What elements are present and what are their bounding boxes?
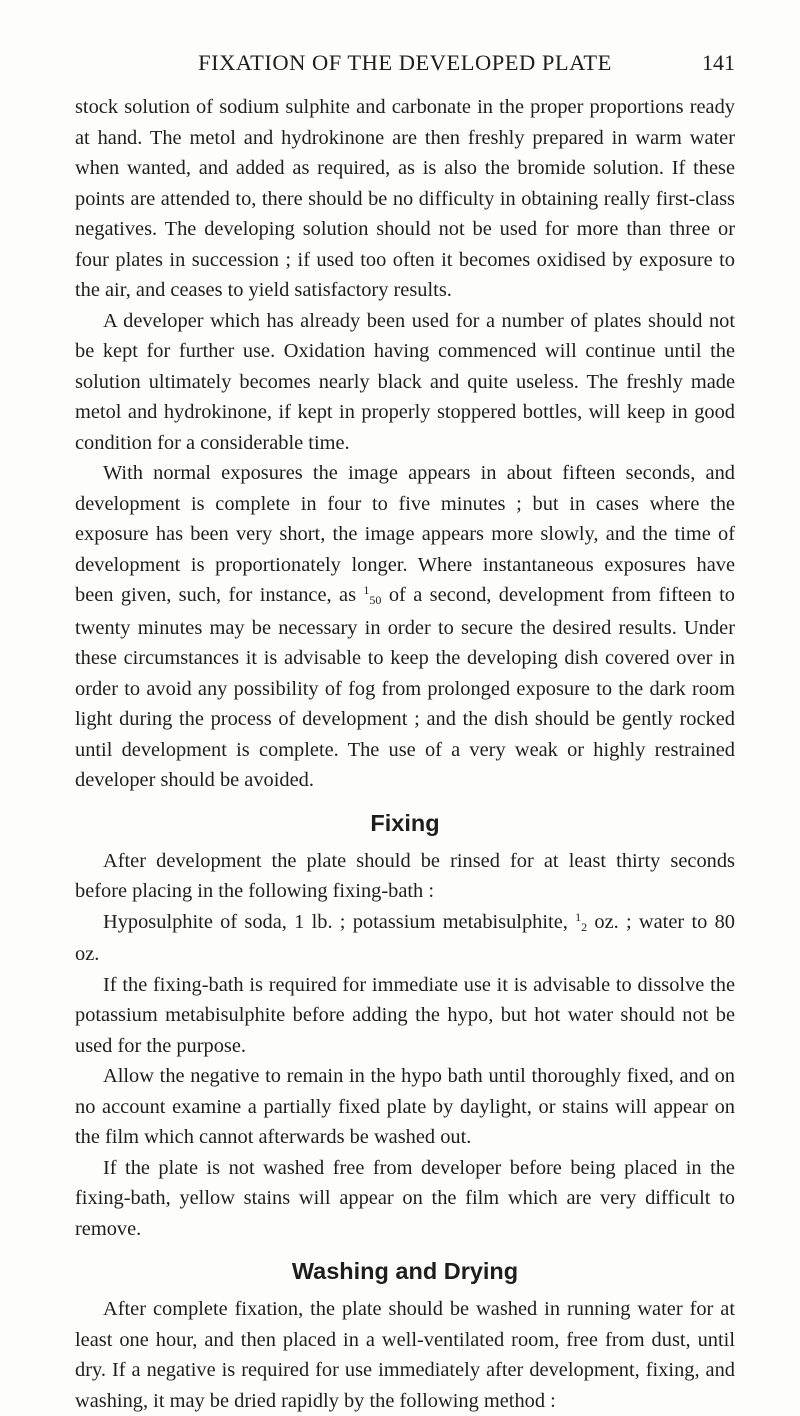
paragraph-dissolve: If the fixing-bath is required for immediate use it is advisable to dissolve the potassium metabisulphite before adding the hypo, but hot water should not be used for the purpose. xyxy=(75,973,735,1057)
running-title: FIXATION OF THE DEVELOPED PLATE xyxy=(198,50,612,75)
paragraph-hypo-bath: Allow the negative to remain in the hypo bath until thoroughly fixed, and on no account examine a partially fixed plate by daylight, or stains will appear on the film which cannot afterwards be washed out. xyxy=(75,1065,735,1148)
page-number: 141 xyxy=(702,50,735,75)
page-body xyxy=(75,92,735,1416)
fraction-denominator: 2 xyxy=(581,919,588,934)
fraction-one-half xyxy=(575,909,588,934)
paragraph-developer-reuse: A developer which has already been used for a number of plates should not be kept for further use. Oxidation having commenced will continue until the solution ultimately becomes nearly black and quite useless. The freshly made metol and hydrokinone, if kept in properly stoppered bottles, will keep in good condition for a considerable time. xyxy=(75,309,735,454)
paragraph-washing: After complete fixation, the plate should be washed in running water for at least one hour, and then placed in a well-ventilated room, free from dust, until dry. If a negative is required for use immediately after development, fixing, and washing, it may be dried rapidly by the following method : xyxy=(75,1298,735,1412)
text-segment: With normal exposures the image appears in about fifteen seconds, and development is complete in four to five minutes ; but in cases where the exposure has been very short, the image appears more slowly, and the time of development is proportionately longer. Where instantaneous exposures have been given, such, for instance, as xyxy=(75,462,735,606)
paragraph-rinse: After development the plate should be rinsed for at least thirty seconds before placing in the following fixing-bath : xyxy=(75,849,735,902)
fraction-one-fiftieth xyxy=(363,583,382,607)
section-heading-washing: Washing and Drying xyxy=(291,1258,519,1284)
section-heading-fixing: Fixing xyxy=(370,809,440,836)
fraction-numerator: 1 xyxy=(363,583,370,597)
paragraph-fixing-recipe xyxy=(75,907,735,970)
paragraph-yellow-stains: If the plate is not washed free from developer before being placed in the fixing-bath, yellow stains will appear on the film which are very difficult to remove. xyxy=(75,1156,735,1240)
text-segment: Hyposulphite of soda, 1 lb. ; potassium metabisulphite, xyxy=(103,910,568,933)
text-segment: oz. ; water to 80 oz. xyxy=(75,910,735,965)
fraction-numerator: 1 xyxy=(575,909,582,924)
running-head xyxy=(75,50,735,80)
paragraph-exposure-times xyxy=(75,458,735,796)
text-segment: of a second, development from fifteen to twenty minutes may be necessary in order to secure the desired results. Under these circumstances it is advisable to keep the developing dish covered over in order to avoid any possibility of fog from prolonged exposure to the dark room light during the process of development ; and the dish should be gently rocked until development is complete. The use of a very weak or highly restrained developer should be avoided. xyxy=(75,584,735,791)
fraction-denominator: 50 xyxy=(369,593,382,607)
paragraph-continued: stock solution of sodium sulphite and carbonate in the proper proportions ready at hand. The metol and hydrokinone are then freshly prepared in warm water when wanted, and added as required, as is also the bromide solution. If these points are attended to, there should be no difficulty in obtaining really first-class negatives. The developing solution should not be used for more than three or four plates in succession ; if used too often it becomes oxidised by exposure to the air, and ceases to yield satisfactory results. xyxy=(75,96,735,301)
